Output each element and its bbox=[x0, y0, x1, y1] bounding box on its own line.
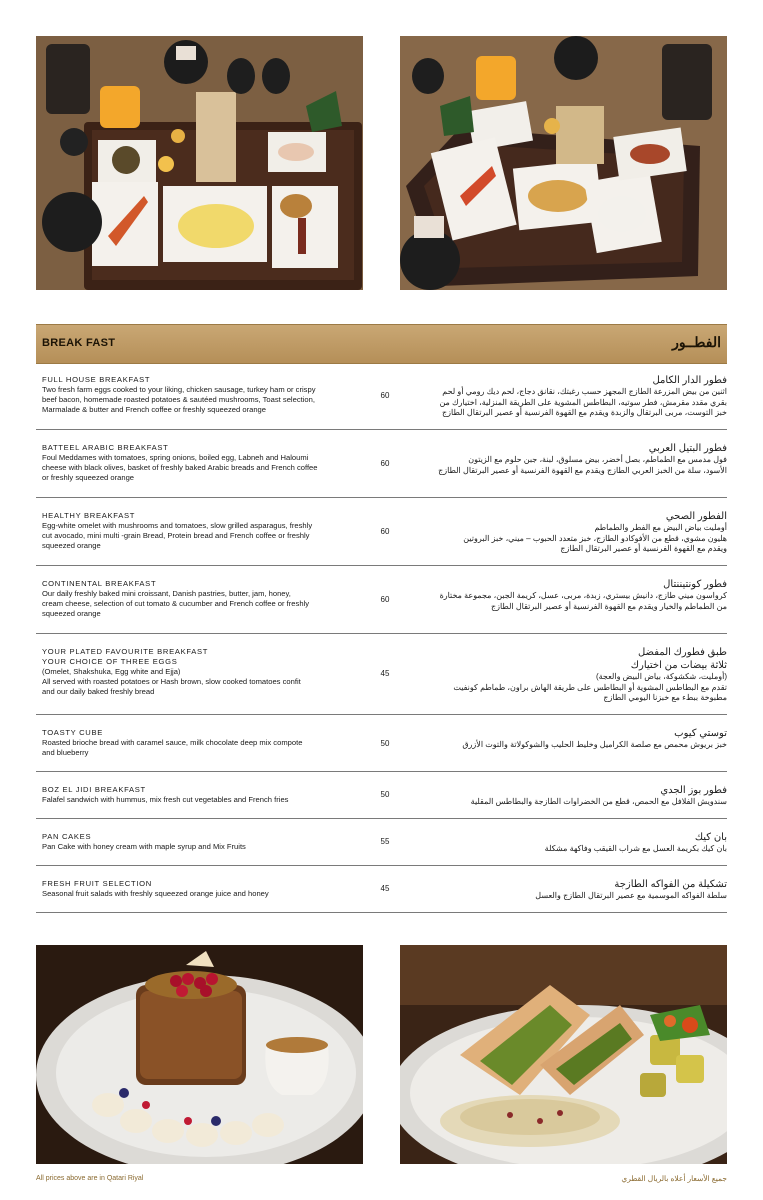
arabic-breakfast-tray-photo bbox=[400, 36, 727, 290]
item-desc-en: or freshly squeezed orange bbox=[42, 473, 135, 482]
item-subtitle-ar: ثلاثة بيضات من اختيارك bbox=[630, 660, 727, 671]
item-title-en: FRESH FRUIT SELECTION bbox=[42, 879, 152, 888]
item-en bbox=[42, 511, 362, 551]
menu-item-pan-cakes bbox=[36, 819, 727, 866]
item-desc-en: Pan Cake with honey cream with maple syrup and Mix Fruits bbox=[42, 842, 246, 851]
item-ar bbox=[397, 646, 727, 704]
item-desc-en: Foul Meddames with tomatoes, spring onions, boiled egg, Labneh and Haloumi bbox=[42, 453, 309, 462]
item-ar bbox=[397, 878, 727, 902]
item-price: 45 bbox=[380, 884, 390, 893]
item-title-en: YOUR PLATED FAVOURITE BREAKFAST bbox=[42, 647, 209, 656]
menu-item-toasty-cube bbox=[36, 715, 727, 772]
item-en bbox=[42, 728, 362, 758]
item-desc-ar: سندويش الفلافل مع الحمص، قطع من الخضراوات الطازجة والبطاطس المقلية bbox=[470, 797, 727, 806]
item-price: 60 bbox=[380, 459, 390, 468]
item-desc-en: squeezed orange bbox=[42, 541, 101, 550]
breakfast-tray-photo bbox=[36, 36, 363, 290]
item-title-ar: توستي كيوب bbox=[674, 728, 727, 739]
section-title-ar: الفطــور bbox=[672, 334, 721, 350]
item-desc-ar: سلطة الفواكه الموسمية مع عصير البرتقال الطازج والعسل bbox=[535, 891, 727, 900]
item-desc-en: (Omelet, Shakshuka, Egg white and Ejja) bbox=[42, 667, 181, 676]
item-price: 45 bbox=[380, 669, 390, 678]
menu-item-continental bbox=[36, 566, 727, 634]
item-desc-ar: بقري مقدد مقرمش، فطر سوتيه، البطاطس المشوية على الطريقة المنزلية، اختيارك من bbox=[439, 397, 727, 407]
price-note-ar: جميع الأسعار أعلاه بالريال القطري bbox=[621, 1174, 727, 1183]
item-title-ar: بان كيك bbox=[694, 832, 727, 843]
item-desc-ar: كرواسون ميني طازج، دانيش بيستري، زبدة، مربى، عسل، كريمة الجبن، مجموعة مختارة bbox=[439, 591, 727, 600]
item-desc-en: Two fresh farm eggs cooked to your liking, chicken sausage, turkey ham or crispy bbox=[42, 385, 316, 394]
item-desc-en: All served with roasted potatoes or Hash brown, slow cooked tomatoes confit bbox=[42, 677, 301, 686]
menu-item-full-house bbox=[36, 362, 727, 430]
item-ar bbox=[397, 784, 727, 808]
item-desc-ar: خبز بريوش محمص مع صلصة الكراميل وخليط الحليب والشوكولاتة والتوت الأزرق bbox=[462, 740, 727, 749]
menu-item-boz-el-jidi bbox=[36, 772, 727, 819]
item-ar bbox=[397, 831, 727, 855]
item-desc-ar: فول مدمس مع الطماطم، بصل أخضر، بيض مسلوق، لبنة، جبن حلوم مع الزيتون bbox=[468, 455, 727, 464]
item-desc-ar: تقدم مع البطاطس المشوية أو البطاطس على طريقة الهاش براون، طماطم كونفيت bbox=[453, 682, 727, 692]
item-desc-en: Egg-white omelet with mushrooms and tomatoes, slow grilled asparagus, freshly bbox=[42, 521, 313, 530]
item-desc-ar: هليون مشوي، قطع من الأفوكادو الطازج، خبز متعدد الحبوب – ميني، خبز البروتين bbox=[463, 533, 727, 543]
breakfast-menu-list bbox=[36, 362, 727, 913]
item-desc-en: and our daily baked freshly bread bbox=[42, 687, 155, 696]
item-en bbox=[42, 443, 362, 483]
menu-item-fresh-fruit bbox=[36, 866, 727, 913]
item-ar bbox=[397, 442, 727, 476]
item-title-ar: طبق فطورك المفضل bbox=[637, 647, 727, 658]
item-ar bbox=[397, 578, 727, 612]
item-desc-ar: الأسود، سلة من الخبز العربي الطازج ويقدم مع القهوة الفرنسية أو عصير البرتقال الطازج bbox=[438, 465, 727, 475]
item-subtitle-en: YOUR CHOICE OF THREE EGGS bbox=[42, 657, 178, 666]
item-title-ar: فطور البتيل العربي bbox=[648, 443, 727, 454]
item-title-ar: الفطور الصحي bbox=[665, 511, 727, 522]
item-title-ar: فطور بوز الجدي bbox=[660, 785, 727, 796]
item-title-en: PAN CAKES bbox=[42, 832, 92, 841]
item-desc-en: cream cheese, selection of cut tomato & cucumber and French coffee or freshly bbox=[42, 599, 310, 608]
item-en bbox=[42, 375, 362, 415]
item-desc-en: Our daily freshly baked mini croissant, Danish pastries, butter, jam, honey, bbox=[42, 589, 291, 598]
item-en bbox=[42, 647, 362, 697]
item-desc-en: squeezed orange bbox=[42, 609, 101, 618]
item-desc-en: Seasonal fruit salads with freshly squeezed orange juice and honey bbox=[42, 889, 269, 898]
item-desc-ar: اثنين من بيض المزرعة الطازج المجهز حسب رغبتك، نقانق دجاج، لحم ديك رومي أو لحم bbox=[442, 387, 727, 396]
item-en bbox=[42, 879, 362, 899]
price-note-en: All prices above are in Qatari Riyal bbox=[36, 1175, 144, 1182]
item-desc-ar: بان كيك بكريمة العسل مع شراب القيقب وفاكهة مشكلة bbox=[544, 844, 727, 853]
item-title-en: CONTINENTAL BREAKFAST bbox=[42, 579, 157, 588]
item-title-ar: فطور الدار الكامل bbox=[652, 375, 727, 386]
menu-item-healthy bbox=[36, 498, 727, 566]
item-ar bbox=[397, 374, 727, 419]
item-price: 60 bbox=[380, 595, 390, 604]
menu-item-plated-favourite bbox=[36, 634, 727, 715]
item-title-en: BOZ EL JIDI BREAKFAST bbox=[42, 785, 146, 794]
item-en bbox=[42, 832, 362, 852]
item-desc-ar: (أومليت، شكشوكة، بياض البيض والعجة) bbox=[595, 672, 727, 681]
menu-item-batteel-arabic bbox=[36, 430, 727, 498]
item-en bbox=[42, 785, 362, 805]
toasty-cube-photo bbox=[36, 945, 363, 1164]
item-price: 50 bbox=[380, 739, 390, 748]
item-desc-en: and blueberry bbox=[42, 748, 89, 757]
item-desc-ar: ويقدم مع القهوة الفرنسية أو عصير البرتقال الطازج bbox=[560, 544, 727, 553]
item-desc-en: beef bacon, homemade roasted potatoes & sautéed mushrooms, Toast selection, bbox=[42, 395, 315, 404]
item-desc-ar: أومليت بياض البيض مع الفطر والطماطم bbox=[594, 523, 727, 532]
item-ar bbox=[397, 727, 727, 751]
section-title-en: BREAK FAST bbox=[42, 337, 116, 349]
item-desc-en: cheese with black olives, basket of freshly baked Arabic breads and French coffee bbox=[42, 463, 318, 472]
item-title-en: BATTEEL ARABIC BREAKFAST bbox=[42, 443, 169, 452]
item-title-en: HEALTHY BREAKFAST bbox=[42, 511, 136, 520]
item-desc-en: Roasted brioche bread with caramel sauce, milk chocolate deep mix compote bbox=[42, 738, 303, 747]
section-header-bar bbox=[36, 324, 727, 364]
item-title-en: FULL HOUSE BREAKFAST bbox=[42, 375, 151, 384]
item-desc-en: Marmalade & butter and French coffee or freshly squeezed orange bbox=[42, 405, 267, 414]
item-desc-ar: من الطماطم والخيار ويقدم مع القهوة الفرنسية أو عصير البرتقال الطازج bbox=[490, 601, 727, 611]
item-price: 60 bbox=[380, 391, 390, 400]
item-price: 60 bbox=[380, 527, 390, 536]
item-en bbox=[42, 579, 362, 619]
item-ar bbox=[397, 510, 727, 555]
item-title-ar: فطور كونتيننتال bbox=[663, 579, 727, 590]
item-desc-ar: مطبوخة ببطء مع خبزنا اليومي الطازج bbox=[603, 693, 727, 702]
item-price: 55 bbox=[380, 837, 390, 846]
item-desc-en: cut avocado, mini multi -grain Bread, Protein bread and French coffee or freshly bbox=[42, 531, 310, 540]
item-desc-en: Falafel sandwich with hummus, mix fresh cut vegetables and French fries bbox=[42, 795, 289, 804]
item-price: 50 bbox=[380, 790, 390, 799]
item-title-ar: تشكيلة من الفواكه الطازجة bbox=[614, 879, 727, 890]
item-desc-ar: خبز التوست، مربى البرتقال والزبدة ويقدم مع القهوة الفرنسية أو عصير البرتقال الطازج bbox=[441, 408, 727, 417]
item-title-en: TOASTY CUBE bbox=[42, 728, 104, 737]
falafel-wrap-photo bbox=[400, 945, 727, 1164]
